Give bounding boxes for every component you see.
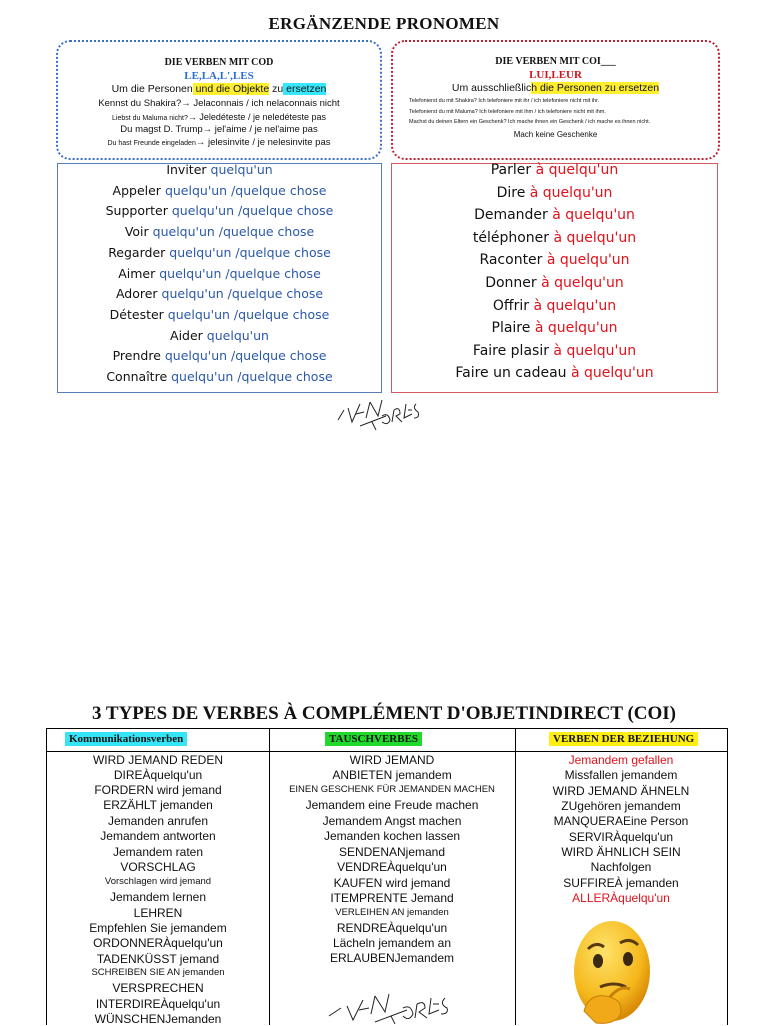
object-label: quelqu'un /quelque chose xyxy=(161,286,324,302)
cod-verb-row xyxy=(58,266,381,281)
column-kommunikation xyxy=(47,729,270,1025)
cod-example-2: Liebst du Maluma nicht?→ Jeledéteste / je neledéteste pas xyxy=(112,112,326,122)
verb-label: Raconter xyxy=(479,252,543,269)
verb-item: Jemandem gefallen xyxy=(568,753,674,767)
object-label: à quelqu'un xyxy=(553,342,637,359)
verb-item: FORDERN wird jemand xyxy=(94,783,222,797)
object-label: à quelqu'un xyxy=(533,297,617,314)
verb-item: Jemandem lernen xyxy=(109,890,207,904)
thinking-face-icon xyxy=(570,915,654,1025)
object-label: à quelqu'un xyxy=(529,184,613,201)
verb-item: ERLAUBENJemandem xyxy=(329,951,455,965)
verb-item: INTERDIREÀquelqu'un xyxy=(95,997,221,1011)
verb-item: EINEN GESCHENK FÜR JEMANDEN MACHEN xyxy=(289,784,495,795)
verb-label: Plaire xyxy=(491,320,531,337)
object-label: quelqu'un /quelque chose xyxy=(164,182,327,198)
object-label: quelqu'un xyxy=(206,327,269,343)
coi-verb-row xyxy=(392,185,717,201)
verb-item: ERZÄHLT jemanden xyxy=(103,798,213,812)
verb-item: VENDREÀquelqu'un xyxy=(337,860,447,874)
coi-verb-row xyxy=(392,207,717,223)
verb-item: VERLEIHEN AN jemanden xyxy=(335,907,449,918)
verb-label: Inviter xyxy=(166,162,207,177)
coi-verb-row xyxy=(392,298,717,314)
coi-verb-row xyxy=(392,252,717,268)
verb-label: Détester xyxy=(109,306,164,322)
object-label: à quelqu'un xyxy=(546,252,630,269)
verb-item: ORDONNERÀquelqu'un xyxy=(93,936,223,950)
verb-item: ITEMPRENTE Jemand xyxy=(330,891,454,905)
object-label: quelqu'un /quelque chose xyxy=(171,203,334,219)
column-header: TAUSCHVERBES xyxy=(325,732,422,746)
verb-item: WIRD JEMAND xyxy=(349,753,435,767)
verb-label: Demander xyxy=(474,207,548,224)
verb-item: Jemandem raten xyxy=(112,845,204,859)
cod-pronouns: LE,LA,L',LES xyxy=(184,70,254,82)
verb-item: DIREÀquelqu'un xyxy=(113,768,203,782)
object-label: à quelqu'un xyxy=(541,275,624,291)
coi-purpose-line: Um ausschließlich die Personen zu ersetzen xyxy=(451,82,660,94)
verb-label: Parler xyxy=(490,162,532,178)
cod-info-box xyxy=(56,40,382,160)
cod-verb-row xyxy=(58,286,381,301)
object-label: quelqu'un /quelque chose xyxy=(164,348,327,364)
verb-item: WIRD JEMAND REDEN xyxy=(92,753,223,767)
coi-example-1: Telefonierst du mit Shakira? Ich telefoniere mit ihr / ich telefoniere nicht mit ihr. xyxy=(409,98,600,104)
object-label: à quelqu'un xyxy=(534,320,618,337)
verb-label: Aider xyxy=(170,327,203,343)
coi-example-4: Mach keine Geschenke xyxy=(513,130,598,139)
coi-verb-row xyxy=(392,365,717,381)
coi-pronouns: LUI,LEUR xyxy=(529,69,582,81)
verb-item: Jemanden kochen lassen xyxy=(323,829,461,843)
cod-example-4: Du hast Freunde eingeladen→ jelesinvite / je nelesinvite pas xyxy=(107,137,331,148)
object-label: à quelqu'un xyxy=(553,229,637,246)
verb-item: ZUgehören jemandem xyxy=(561,799,681,813)
cod-verb-row xyxy=(58,245,381,260)
verb-item: Missfallen jemandem xyxy=(564,768,678,782)
coi-verb-row xyxy=(392,275,717,291)
object-label: quelqu'un /quelque chose xyxy=(152,224,315,240)
cod-verb-list xyxy=(57,163,382,393)
verb-item: Jemandem Angst machen xyxy=(322,814,462,828)
cod-verb-row xyxy=(58,203,381,218)
signature-image-2 xyxy=(325,986,455,1024)
verb-item: Lächeln jemandem an xyxy=(332,936,452,950)
verb-item: SCHREIBEN SIE AN jemanden xyxy=(91,967,225,978)
verb-item: Jemandem eine Freude machen xyxy=(305,798,479,812)
cod-verb-row xyxy=(58,183,381,198)
column-header: Kommunikationsverben xyxy=(65,732,187,746)
object-label: à quelqu'un xyxy=(535,162,619,178)
object-label: quelqu'un xyxy=(210,162,273,177)
verb-label: Voir xyxy=(124,224,149,240)
verb-item: VERSPRECHEN xyxy=(112,981,204,995)
verb-label: Aimer xyxy=(118,265,156,281)
page-title: ERGÄNZENDE PRONOMEN xyxy=(268,14,500,33)
verb-item: SENDENANjemand xyxy=(338,845,446,859)
verb-label: Connaître xyxy=(106,369,168,384)
coi-verb-list xyxy=(391,163,718,393)
verb-item: TADENKÜSST jemand xyxy=(96,952,220,966)
coi-verb-row xyxy=(392,320,717,336)
cod-verb-row xyxy=(58,162,381,177)
object-label: quelqu'un /quelque chose xyxy=(167,306,330,322)
coi-example-3: Machst du deinen Eltern ein Geschenk? Ich mache ihnen ein Geschenk / ich mache es ihnen nicht. xyxy=(409,119,651,125)
verb-item: SUFFIREÀ jemanden xyxy=(563,876,679,890)
verb-item: RENDREÀquelqu'un xyxy=(336,921,448,935)
verb-item: Vorschlagen wird jemand xyxy=(104,876,212,887)
cod-verb-row xyxy=(58,369,381,384)
verb-label: Regarder xyxy=(108,244,166,260)
verb-label: Faire un cadeau xyxy=(455,365,567,382)
cod-example-3: Du magst D. Trump→ jel'aime / je nel'aime pas xyxy=(120,124,318,135)
verb-item: Empfehlen Sie jemandem xyxy=(89,921,227,935)
verb-label: Donner xyxy=(485,275,537,291)
verb-item: LEHREN xyxy=(133,906,183,920)
cod-verb-row xyxy=(58,224,381,239)
coi-verb-row xyxy=(392,230,717,246)
coi-example-2: Telefonierst du mit Maluma? Ich telefoniere mit ihm / ich telefoniere nicht mit ihm. xyxy=(409,109,606,115)
verb-item: SERVIRÀquelqu'un xyxy=(568,830,674,844)
verb-item: Nachfolgen xyxy=(590,860,652,874)
verb-label: Appeler xyxy=(112,182,161,198)
verb-label: téléphoner xyxy=(472,229,550,246)
verb-item: WIRD JEMAND ÄHNELN xyxy=(552,784,690,798)
cod-verb-row xyxy=(58,348,381,363)
section2-title: 3 TYPES DE VERBES À COMPLÉMENT D'OBJETINDIRECT (COI) xyxy=(91,703,676,724)
object-label: à quelqu'un xyxy=(570,365,654,382)
object-label: quelqu'un /quelque chose xyxy=(159,265,321,281)
object-label: quelqu'un /quelque chose xyxy=(171,369,333,384)
verb-label: Dire xyxy=(496,184,526,201)
column-tausch xyxy=(269,729,516,1025)
cod-example-1: Kennst du Shakira?→ Jelaconnais / ich nelaconnais nicht xyxy=(98,98,340,109)
cod-purpose-line: Um die Personen und die Objekte zu ersetzen xyxy=(111,83,327,95)
object-label: à quelqu'un xyxy=(552,207,635,224)
coi-verb-row xyxy=(392,343,717,359)
verb-item: VORSCHLAG xyxy=(120,860,196,874)
object-label: quelqu'un /quelque chose xyxy=(169,244,331,260)
signature-image xyxy=(330,392,430,432)
verb-label: Faire plasir xyxy=(472,342,549,359)
verb-item: ANBIETEN jemandem xyxy=(332,768,452,782)
column-header: VERBEN DER BEZIEHUNG xyxy=(549,732,698,746)
verb-item: KAUFEN wird jemand xyxy=(333,876,451,890)
verb-label: Offrir xyxy=(492,297,529,314)
cod-heading: DIE VERBEN MIT COD xyxy=(164,57,274,68)
verb-label: Prendre xyxy=(112,348,161,364)
verb-item: Jemanden anrufen xyxy=(107,814,209,828)
cod-verb-row xyxy=(58,328,381,343)
verb-item: Jemandem antworten xyxy=(100,829,216,843)
verb-item: MANQUERAEine Person xyxy=(553,814,689,828)
verb-item: WÜNSCHENJemanden xyxy=(94,1012,222,1026)
coi-info-box xyxy=(391,40,720,160)
verb-item: WIRD ÄHNLICH SEIN xyxy=(561,845,681,859)
coi-verb-row xyxy=(392,162,717,178)
cod-verb-row xyxy=(58,307,381,322)
verb-item: ALLERÀquelqu'un xyxy=(572,891,670,905)
verb-label: Supporter xyxy=(105,203,168,219)
coi-heading: DIE VERBEN MIT COI___ xyxy=(495,56,616,67)
verb-label: Adorer xyxy=(115,286,158,302)
